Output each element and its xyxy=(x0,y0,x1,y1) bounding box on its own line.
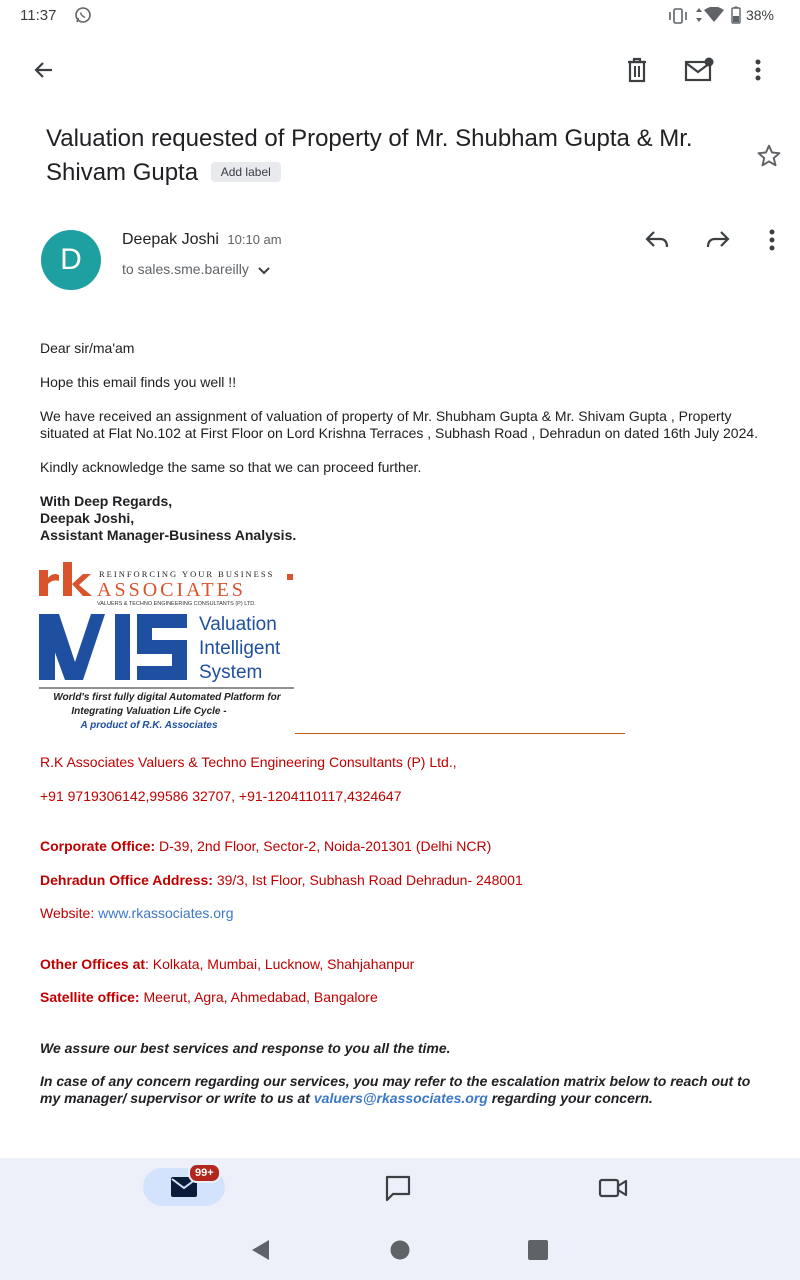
corporate-office-label: Corporate Office: xyxy=(40,838,156,854)
other-offices xyxy=(40,956,760,973)
body-paragraph: Hope this email finds you well !! xyxy=(40,374,237,390)
greeting: Dear sir/ma'am xyxy=(40,340,135,356)
website xyxy=(40,905,760,922)
more-options-button[interactable] xyxy=(742,54,774,86)
dehradun-office xyxy=(40,872,760,889)
rk-vis-logo xyxy=(39,562,299,737)
concern-text xyxy=(40,1073,760,1107)
recipient-line[interactable] xyxy=(122,261,271,277)
other-offices-label: Other Offices at xyxy=(40,955,146,972)
more-vert-icon xyxy=(769,228,775,252)
email-body xyxy=(40,340,760,544)
circle-home-icon xyxy=(389,1239,411,1261)
concern-text-post: regarding your concern. xyxy=(487,1090,653,1106)
add-label-chip[interactable]: Add label xyxy=(211,162,281,182)
forward-icon xyxy=(705,230,731,250)
corporate-office-value: D-39, 2nd Floor, Sector-2, Noida-201301 (Delhi NCR) xyxy=(155,838,492,854)
body-paragraph: We have received an assignment of valuation of property of Mr. Shubham Gupta & Mr. Shivam Gupta , Property situated at Flat No.102 at First Floor on Lord Krishna Terraces , Subhash Road , Dehradun on dated 16th July 2024. xyxy=(40,408,759,441)
dehradun-office-value: 39/3, Ist Floor, Subhash Road Dehradun- 248001 xyxy=(212,871,523,888)
forward-button[interactable] xyxy=(702,224,734,256)
wifi-icon xyxy=(704,7,724,28)
chat-icon xyxy=(384,1174,412,1202)
reply-icon xyxy=(644,230,670,250)
system-home-button[interactable] xyxy=(384,1234,416,1266)
assurance-text: We assure our best services and response to you all the time. xyxy=(40,1039,451,1056)
rk-subtitle: VALUERS & TECHNO ENGINEERING CONSULTANTS (P) LTD. xyxy=(97,601,256,607)
concern-email-link[interactable]: valuers@rkassociates.org xyxy=(313,1090,488,1106)
email-time: 10:10 am xyxy=(227,232,282,247)
regards-line: With Deep Regards, xyxy=(40,493,173,509)
logo-caption-2: Integrating Valuation Life Cycle - xyxy=(71,706,227,717)
status-time: 11:37 xyxy=(20,7,57,24)
company-signature xyxy=(40,754,760,1124)
message-more-button[interactable] xyxy=(756,224,788,256)
data-arrows-icon xyxy=(694,6,704,29)
delete-button[interactable] xyxy=(621,54,653,86)
back-button[interactable] xyxy=(28,54,60,86)
website-label: Website: xyxy=(40,905,99,921)
logo-caption-1: World's first fully digital Automated Platform for xyxy=(53,692,281,703)
sender-line xyxy=(122,231,282,249)
square-recents-icon xyxy=(527,1239,549,1261)
satellite-office xyxy=(40,989,760,1006)
status-bar xyxy=(0,0,800,32)
dehradun-office-label: Dehradun Office Address: xyxy=(40,871,213,888)
mark-unread-button[interactable] xyxy=(682,54,716,86)
recipient-text: to sales.sme.bareilly xyxy=(122,261,249,277)
video-camera-icon xyxy=(598,1177,628,1199)
satellite-office-value: Meerut, Agra, Ahmedabad, Bangalore xyxy=(139,989,378,1005)
rk-tagline: REINFORCING YOUR BUSINESS xyxy=(99,569,275,579)
trash-icon xyxy=(625,57,649,83)
corporate-office xyxy=(40,838,760,855)
other-offices-value: : Kolkata, Mumbai, Lucknow, Shahjahanpur xyxy=(145,955,415,972)
concern-text-pre: In case of any concern regarding our services, you may refer to the escalation matrix below to reach out to my manager/ supervisor or write to us at xyxy=(40,1073,751,1106)
company-name: R.K Associates Valuers & Techno Engineering Consultants (P) Ltd., xyxy=(40,754,457,770)
star-button[interactable] xyxy=(753,140,785,172)
sender-name[interactable]: Deepak Joshi xyxy=(122,231,219,248)
arrow-left-icon xyxy=(32,58,56,82)
more-vert-icon xyxy=(755,58,761,82)
star-icon xyxy=(756,143,782,169)
system-back-button[interactable] xyxy=(244,1234,276,1266)
whatsapp-icon xyxy=(74,6,92,29)
nav-meet[interactable] xyxy=(593,1170,633,1206)
body-paragraph: Kindly acknowledge the same so that we can proceed further. xyxy=(40,459,422,475)
signature-divider xyxy=(295,733,625,734)
website-link[interactable]: www.rkassociates.org xyxy=(98,905,234,921)
avatar[interactable]: D xyxy=(41,230,101,290)
battery-percent: 38% xyxy=(745,7,774,23)
vibrate-icon xyxy=(668,8,688,29)
vis-line2: Intelligent xyxy=(199,638,281,659)
email-subject xyxy=(46,122,736,190)
satellite-office-label: Satellite office: xyxy=(40,989,140,1005)
triangle-back-icon xyxy=(249,1238,271,1262)
mail-count-badge: 99+ xyxy=(188,1163,221,1183)
logo-caption-3: A product of R.K. Associates xyxy=(80,720,218,731)
company-phones: +91 9719306142,99586 32707, +91-1204110117,4324647 xyxy=(40,787,402,804)
sender-designation: Assistant Manager-Business Analysis. xyxy=(40,527,297,543)
system-recents-button[interactable] xyxy=(522,1234,554,1266)
mail-unread-icon xyxy=(684,57,714,83)
battery-icon xyxy=(731,6,741,29)
chevron-down-icon xyxy=(257,266,271,276)
rk-name: ASSOCIATES xyxy=(97,579,246,601)
nav-chat[interactable] xyxy=(378,1170,418,1206)
subject-text: Valuation requested of Property of Mr. Shubham Gupta & Mr. Shivam Gupta xyxy=(46,125,693,186)
sender-signature-name: Deepak Joshi, xyxy=(40,510,135,526)
vis-line3: System xyxy=(199,662,263,683)
reply-button[interactable] xyxy=(641,224,673,256)
vis-line1: Valuation xyxy=(199,614,277,635)
